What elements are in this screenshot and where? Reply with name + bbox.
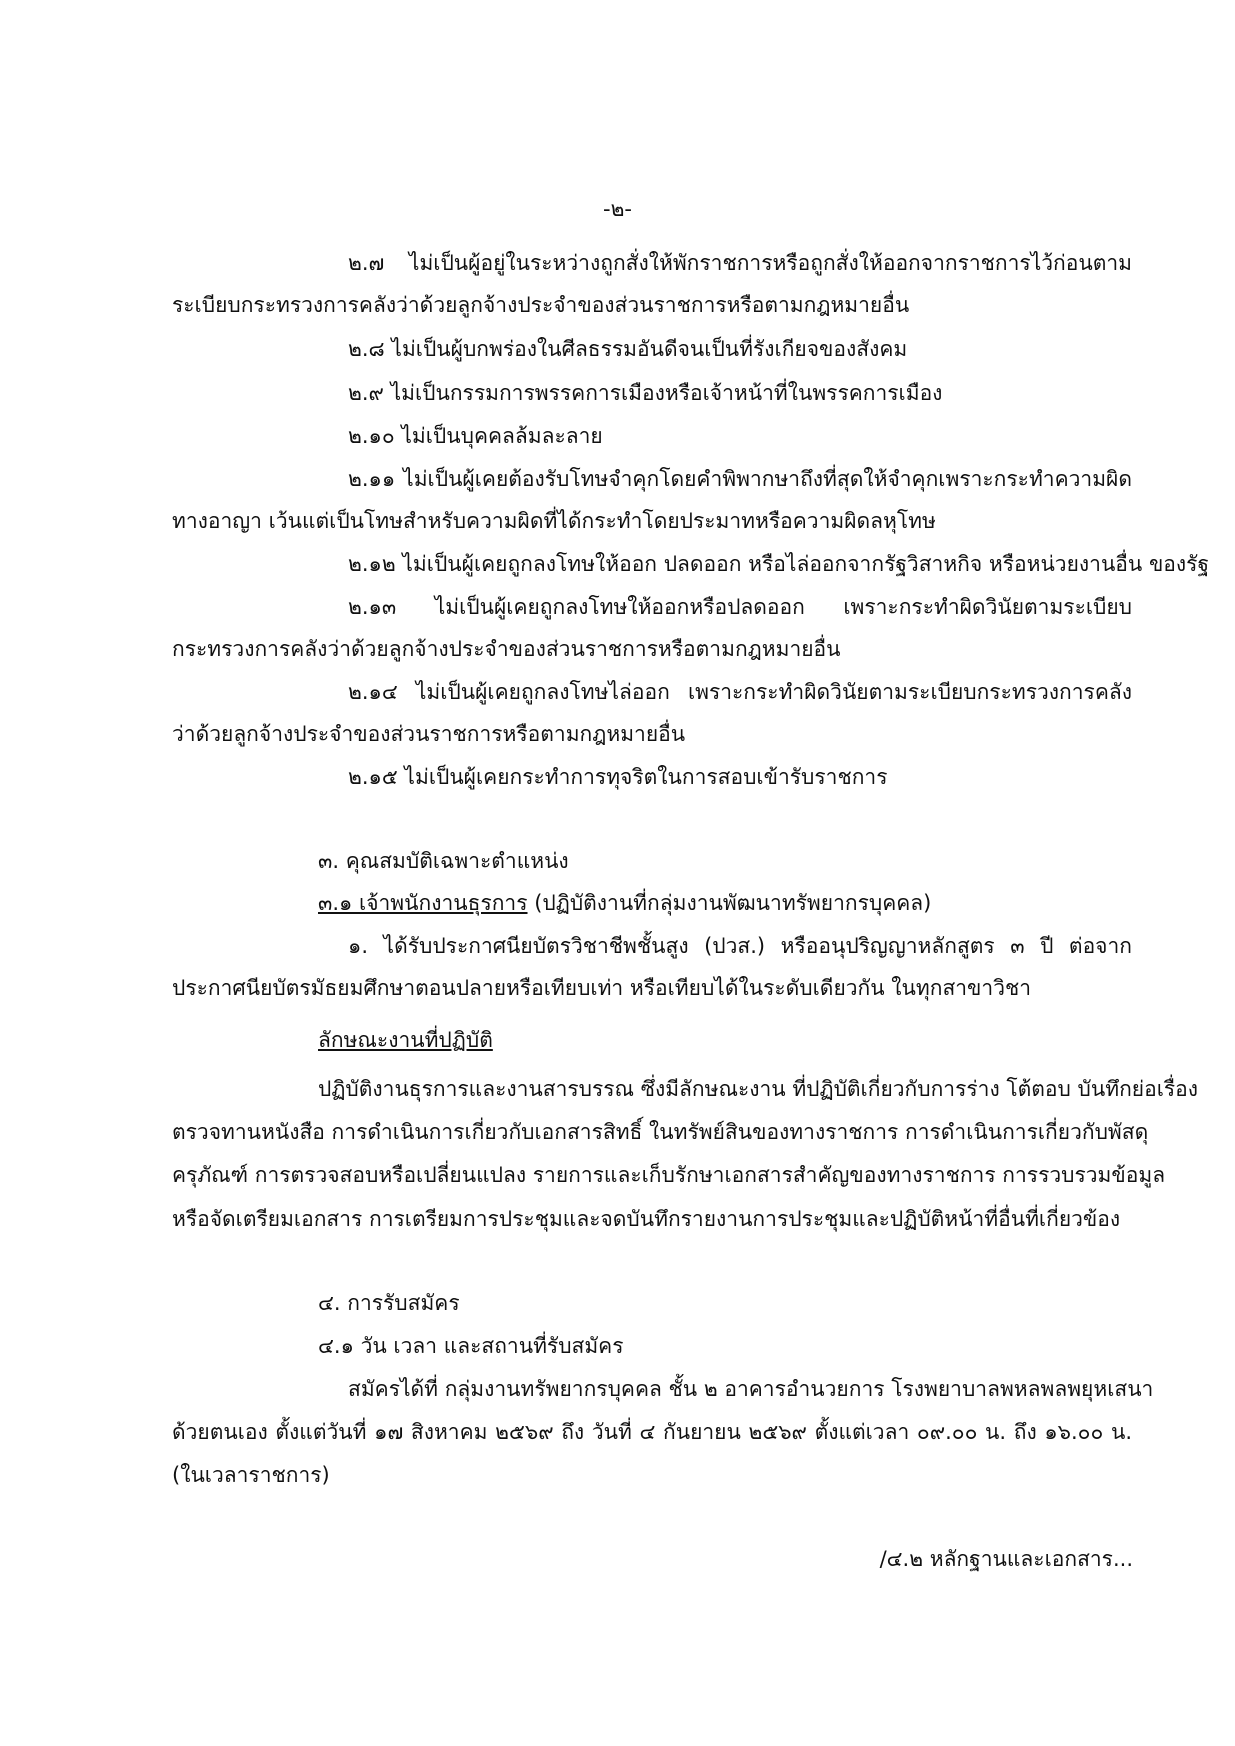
page-number: -๒- (603, 197, 632, 221)
item-2-13-line-1: ๒.๑๓ ไม่เป็นผู้เคยถูกลงโทษให้ออกหรือปลดออก เพราะกระทำผิดวินัยตามระเบียบ (348, 595, 1132, 619)
application-line-2: ด้วยตนเอง ตั้งแต่วันที่ ๑๗ สิงหาคม ๒๕๖๙ ถึง วันที่ ๔ กันยายน ๒๕๖๙ ตั้งแต่เวลา ๐๙.๐๐ น. ถึง ๑๖.๐๐ น. (172, 1420, 1132, 1444)
section-4-1-heading: ๔.๑ วัน เวลา และสถานที่รับสมัคร (318, 1334, 624, 1358)
item-2-9: ๒.๙ ไม่เป็นกรรมการพรรคการเมืองหรือเจ้าหน้าที่ในพรรคการเมือง (348, 381, 943, 405)
position-3-1-heading (318, 888, 931, 918)
item-2-13-line-2: กระทรวงการคลังว่าด้วยลูกจ้างประจำของส่วนราชการหรือตามกฎหมายอื่น (172, 637, 841, 661)
item-2-12: ๒.๑๒ ไม่เป็นผู้เคยถูกลงโทษให้ออก ปลดออก หรือไล่ออกจากรัฐวิสาหกิจ หรือหน่วยงานอื่น ของรัฐ (348, 552, 1210, 576)
application-line-1: สมัครได้ที่ กลุ่มงานทรัพยากรบุคคล ชั้น ๒ อาคารอำนวยการ โรงพยาบาลพหลพลพยุหเสนา (348, 1377, 1154, 1401)
job-description-line-3: ครุภัณฑ์ การตรวจสอบหรือเปลี่ยนแปลง รายการและเก็บรักษาเอกสารสำคัญของทางราชการ การรวบรวมข้อมูล (172, 1163, 1166, 1187)
continuation-note: /๔.๒ หลักฐานและเอกสาร... (879, 1547, 1133, 1571)
job-description-line-4: หรือจัดเตรียมเอกสาร การเตรียมการประชุมและจดบันทึกรายงานการประชุมและปฏิบัติหน้าที่อื่นที่เกี่ยวข้อง (172, 1207, 1121, 1231)
job-description-heading: ลักษณะงานที่ปฏิบัติ (318, 1028, 493, 1052)
item-2-8: ๒.๘ ไม่เป็นผู้บกพร่องในศีลธรรมอันดีจนเป็นที่รังเกียจของสังคม (348, 337, 908, 361)
section-3-heading: ๓. คุณสมบัติเฉพาะตำแหน่ง (318, 849, 569, 873)
item-2-14-line-2: ว่าด้วยลูกจ้างประจำของส่วนราชการหรือตามกฎหมายอื่น (172, 722, 686, 746)
position-note: (ปฏิบัติงานที่กลุ่มงานพัฒนาทรัพยากรบุคคล) (527, 891, 932, 915)
section-4-heading: ๔. การรับสมัคร (318, 1291, 460, 1315)
item-2-7-line-2: ระเบียบกระทรวงการคลังว่าด้วยลูกจ้างประจำของส่วนราชการหรือตามกฎหมายอื่น (172, 293, 910, 317)
position-title: ๓.๑ เจ้าพนักงานธุรการ (318, 891, 528, 915)
qualification-1-line-2: ประกาศนียบัตรมัธยมศึกษาตอนปลายหรือเทียบเท่า หรือเทียบได้ในระดับเดียวกัน ในทุกสาขาวิชา (172, 976, 1032, 1000)
item-2-7-line-1: ๒.๗ ไม่เป็นผู้อยู่ในระหว่างถูกสั่งให้พักราชการหรือถูกสั่งให้ออกจากราชการไว้ก่อนตาม (348, 251, 1132, 275)
item-2-11-line-1: ๒.๑๑ ไม่เป็นผู้เคยต้องรับโทษจำคุกโดยคำพิพากษาถึงที่สุดให้จำคุกเพราะกระทำความผิด (348, 467, 1132, 491)
item-2-11-line-2: ทางอาญา เว้นแต่เป็นโทษสำหรับความผิดที่ได้กระทำโดยประมาทหรือความผิดลหุโทษ (172, 509, 936, 533)
job-description-line-2: ตรวจทานหนังสือ การดำเนินการเกี่ยวกับเอกสารสิทธิ์ ในทรัพย์สินของทางราชการ การดำเนินการเกี่ยวกับพัสดุ (172, 1120, 1149, 1144)
item-2-10: ๒.๑๐ ไม่เป็นบุคคลล้มละลาย (348, 424, 603, 448)
job-description-line-1: ปฏิบัติงานธุรการและงานสารบรรณ ซึ่งมีลักษณะงาน ที่ปฏิบัติเกี่ยวกับการร่าง โต้ตอบ บันทึกย่อเรื่อง (318, 1077, 1199, 1101)
qualification-1-line-1: ๑. ได้รับประกาศนียบัตรวิชาชีพชั้นสูง (ปวส.) หรืออนุปริญญาหลักสูตร ๓ ปี ต่อจาก (348, 934, 1132, 958)
application-line-3: (ในเวลาราชการ) (172, 1463, 330, 1487)
item-2-15: ๒.๑๕ ไม่เป็นผู้เคยกระทำการทุจริตในการสอบเข้ารับราชการ (348, 765, 888, 789)
item-2-14-line-1: ๒.๑๔ ไม่เป็นผู้เคยถูกลงโทษไล่ออก เพราะกระทำผิดวินัยตามระเบียบกระทรวงการคลัง (348, 680, 1132, 704)
